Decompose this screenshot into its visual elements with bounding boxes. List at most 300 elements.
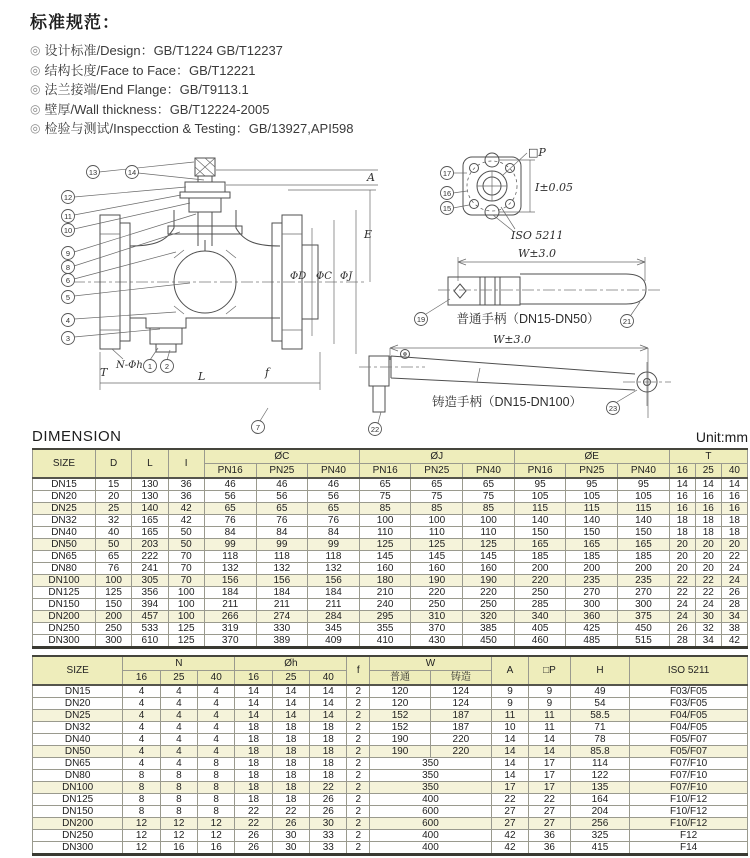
table-cell: F07/F10: [630, 758, 748, 770]
table-cell: 42: [491, 830, 528, 842]
table-cell: 4: [198, 685, 235, 698]
callout-13: [87, 162, 195, 179]
table-cell: 152: [370, 722, 431, 734]
table-cell: DN32: [33, 515, 96, 527]
spec-item: [30, 119, 354, 139]
table-cell: 33: [310, 842, 347, 855]
table-cell: 140: [514, 515, 566, 527]
table-cell: 4: [160, 758, 197, 770]
column-header: N: [123, 656, 235, 671]
table-cell: 27: [491, 818, 528, 830]
table-cell: 145: [463, 551, 515, 563]
table-cell: 2: [347, 770, 370, 782]
dim-label-l: L: [198, 370, 206, 383]
table-cell: 14: [235, 698, 272, 710]
table-cell: 160: [411, 563, 463, 575]
table-cell: 394: [132, 599, 168, 611]
table-cell: 184: [204, 587, 256, 599]
table-cell: 9: [491, 685, 528, 698]
table-cell: 340: [514, 611, 566, 623]
bullet-icon: ◎: [30, 62, 41, 77]
table-cell: 17: [529, 758, 571, 770]
table-cell: 310: [411, 611, 463, 623]
bullet-icon: ◎: [30, 82, 41, 96]
table-cell: 12: [123, 842, 160, 855]
table-cell: 240: [359, 599, 411, 611]
table-row: [33, 782, 748, 794]
table-cell: 18: [272, 794, 309, 806]
svg-text:8: 8: [65, 263, 71, 272]
table-cell: 164: [570, 794, 629, 806]
table-cell: DN15: [33, 478, 96, 491]
table-cell: 22: [695, 587, 721, 599]
handle1-caption: 普通手柄（DN15-DN50）: [456, 312, 600, 326]
table-row: [33, 575, 748, 587]
table-cell: 84: [308, 527, 360, 539]
callout-14: [126, 166, 205, 181]
handle1-w-label: W±3.0: [518, 247, 557, 260]
column-subheader: 40: [198, 671, 235, 686]
handle2-caption: 铸造手柄（DN15-DN100）: [431, 395, 583, 409]
table-cell: 22: [669, 587, 695, 599]
table-cell: 84: [204, 527, 256, 539]
table-cell: 400: [370, 830, 492, 842]
table-row: [33, 503, 748, 515]
table-cell: 14: [721, 478, 747, 491]
callout-5: [62, 283, 191, 304]
table-cell: 360: [566, 611, 618, 623]
dim-label-nh: N-Φh: [116, 360, 143, 371]
table-cell: 125: [168, 623, 204, 635]
table-cell: 14: [491, 758, 528, 770]
table-cell: 95: [618, 478, 670, 491]
table-cell: 457: [132, 611, 168, 623]
column-subheader: PN40: [308, 464, 360, 479]
dim-label-e: E: [364, 228, 373, 241]
table-cell: 8: [198, 770, 235, 782]
table-row: [33, 770, 748, 782]
table-cell: 185: [566, 551, 618, 563]
table-cell: 150: [514, 527, 566, 539]
table-cell: 32: [695, 623, 721, 635]
unit-label: Unit:mm: [695, 429, 748, 445]
table-cell: 124: [430, 698, 491, 710]
table-row: [33, 842, 748, 855]
table-cell: 50: [168, 539, 204, 551]
svg-text:9: 9: [65, 249, 71, 258]
table-cell: 75: [411, 491, 463, 503]
column-header: SIZE: [33, 656, 123, 685]
table-cell: 184: [256, 587, 308, 599]
section-title: 标准规范：: [30, 13, 120, 32]
table-cell: 150: [566, 527, 618, 539]
table-cell: 8: [160, 782, 197, 794]
table-cell: 415: [570, 842, 629, 855]
table-cell: 34: [721, 611, 747, 623]
table-cell: 130: [132, 478, 168, 491]
table-cell: 385: [463, 623, 515, 635]
table-cell: 8: [123, 806, 160, 818]
table-cell: 2: [347, 758, 370, 770]
column-subheader: PN25: [256, 464, 308, 479]
table-cell: 65: [256, 503, 308, 515]
table-cell: 100: [95, 575, 131, 587]
table-cell: F04/F05: [630, 722, 748, 734]
table-cell: 8: [123, 794, 160, 806]
svg-text:4: 4: [65, 316, 71, 325]
svg-text:16: 16: [442, 189, 452, 198]
table-cell: 125: [411, 539, 463, 551]
dim-label-j: ΦJ: [340, 271, 353, 282]
table-row: [33, 599, 748, 611]
iso-p-label: □P: [528, 146, 546, 159]
table-cell: 325: [570, 830, 629, 842]
table-cell: 356: [132, 587, 168, 599]
table-cell: 76: [308, 515, 360, 527]
spec-text: 壁厚/Wall thickness：GB/T12224-2005: [44, 101, 270, 117]
table-cell: 22: [272, 806, 309, 818]
table-cell: 450: [618, 623, 670, 635]
table-cell: 11: [529, 710, 571, 722]
table-cell: F03/F05: [630, 698, 748, 710]
table-row: [33, 551, 748, 563]
table-cell: 75: [463, 491, 515, 503]
spec-item: [30, 61, 354, 81]
table-cell: 18: [310, 722, 347, 734]
table-cell: 274: [256, 611, 308, 623]
table-cell: 330: [256, 623, 308, 635]
table-cell: 50: [95, 539, 131, 551]
table-cell: DN200: [33, 818, 123, 830]
table-cell: 46: [308, 478, 360, 491]
svg-text:6: 6: [65, 276, 71, 285]
table-row: [33, 685, 748, 698]
table-cell: 105: [566, 491, 618, 503]
table-cell: 187: [430, 710, 491, 722]
table-cell: 18: [695, 515, 721, 527]
column-subheader: PN40: [463, 464, 515, 479]
table-cell: 190: [370, 734, 431, 746]
spec-item: [30, 41, 354, 61]
column-subheader: PN25: [566, 464, 618, 479]
table-cell: 17: [529, 770, 571, 782]
table-cell: 295: [359, 611, 411, 623]
table-cell: 389: [256, 635, 308, 648]
table-cell: 85: [463, 503, 515, 515]
table-cell: 25: [95, 503, 131, 515]
table-cell: 40: [95, 527, 131, 539]
column-subheader: PN16: [359, 464, 411, 479]
table-cell: 220: [430, 746, 491, 758]
table-cell: 156: [256, 575, 308, 587]
table-cell: 184: [308, 587, 360, 599]
table-cell: 22: [529, 794, 571, 806]
table-cell: 130: [132, 491, 168, 503]
column-header: ISO 5211: [630, 656, 748, 685]
callout-15: [441, 202, 470, 215]
table-cell: 120: [370, 698, 431, 710]
table-cell: 14: [669, 478, 695, 491]
table-cell: 28: [721, 599, 747, 611]
table-cell: 99: [256, 539, 308, 551]
table-cell: 34: [695, 635, 721, 648]
table-cell: 150: [95, 599, 131, 611]
table-cell: 18: [310, 770, 347, 782]
table-cell: 110: [359, 527, 411, 539]
table-cell: 14: [272, 685, 309, 698]
table-cell: 12: [160, 818, 197, 830]
table-row: [33, 539, 748, 551]
spec-text: 法兰接端/End Flange：GB/T9113.1: [44, 82, 249, 97]
table-cell: 211: [256, 599, 308, 611]
bullet-icon: ◎: [30, 121, 41, 135]
table-cell: F14: [630, 842, 748, 855]
table-cell: 165: [132, 527, 168, 539]
table-cell: 36: [168, 478, 204, 491]
table-cell: 18: [235, 758, 272, 770]
table-cell: 20: [669, 551, 695, 563]
table-cell: 165: [132, 515, 168, 527]
table-cell: 8: [198, 806, 235, 818]
table-cell: 18: [235, 770, 272, 782]
table-cell: 8: [160, 770, 197, 782]
table-cell: 18: [235, 782, 272, 794]
table-cell: 16: [721, 503, 747, 515]
svg-text:17: 17: [442, 169, 452, 178]
table-cell: DN40: [33, 734, 123, 746]
table-cell: 14: [235, 685, 272, 698]
table-cell: 70: [168, 575, 204, 587]
table-cell: 12: [123, 818, 160, 830]
table-cell: 22: [235, 818, 272, 830]
table-cell: 211: [204, 599, 256, 611]
table-cell: 65: [95, 551, 131, 563]
table-cell: 95: [514, 478, 566, 491]
table-cell: 8: [123, 770, 160, 782]
table-cell: 110: [411, 527, 463, 539]
table-cell: F05/F07: [630, 746, 748, 758]
table-cell: 4: [123, 710, 160, 722]
cast-handle-drawing: [355, 330, 750, 438]
table-cell: 14: [310, 710, 347, 722]
table-cell: 56: [308, 491, 360, 503]
iso-i-label: I±0.05: [535, 181, 574, 194]
table-cell: F03/F05: [630, 685, 748, 698]
table-cell: 140: [618, 515, 670, 527]
table-row: [33, 758, 748, 770]
table-cell: 17: [491, 782, 528, 794]
table-cell: 4: [160, 710, 197, 722]
table-cell: 17: [529, 782, 571, 794]
callout-8: [62, 232, 181, 274]
table-cell: 125: [168, 635, 204, 648]
table-cell: F12: [630, 830, 748, 842]
table-cell: 26: [310, 794, 347, 806]
table-cell: 305: [132, 575, 168, 587]
table-cell: 375: [618, 611, 670, 623]
table-cell: 187: [430, 722, 491, 734]
table-cell: DN125: [33, 587, 96, 599]
table-cell: 46: [204, 478, 256, 491]
table-cell: 95: [566, 478, 618, 491]
table-cell: 145: [359, 551, 411, 563]
callout-3: [62, 329, 161, 345]
table-cell: 20: [721, 539, 747, 551]
table-cell: 24: [695, 599, 721, 611]
table-cell: 4: [123, 734, 160, 746]
table-cell: 4: [198, 710, 235, 722]
callout-19: [415, 299, 451, 326]
table-cell: 220: [430, 734, 491, 746]
table-cell: 110: [463, 527, 515, 539]
table-cell: 71: [570, 722, 629, 734]
column-subheader: 普通: [370, 671, 431, 686]
table-cell: 125: [359, 539, 411, 551]
table-cell: 2: [347, 806, 370, 818]
table-cell: 49: [570, 685, 629, 698]
callout-6: [62, 252, 177, 287]
table-cell: 200: [95, 611, 131, 623]
table-caption-row: [32, 428, 748, 445]
table-cell: 185: [514, 551, 566, 563]
table-cell: 8: [198, 794, 235, 806]
column-header: D: [95, 449, 131, 478]
table-row: [33, 698, 748, 710]
table-cell: 24: [669, 611, 695, 623]
column-subheader: 25: [272, 671, 309, 686]
table-cell: 2: [347, 698, 370, 710]
table-cell: 32: [95, 515, 131, 527]
table-cell: 190: [463, 575, 515, 587]
table-cell: 210: [359, 587, 411, 599]
table-cell: 14: [491, 770, 528, 782]
table-cell: 150: [618, 527, 670, 539]
table-cell: 18: [310, 734, 347, 746]
dim-label-d: ΦD: [290, 271, 307, 282]
table-cell: 4: [160, 746, 197, 758]
column-subheader: 40: [310, 671, 347, 686]
table-cell: 100: [411, 515, 463, 527]
svg-text:14: 14: [127, 168, 137, 177]
callout-1: [144, 348, 159, 373]
table-row: [33, 710, 748, 722]
table-cell: 125: [463, 539, 515, 551]
table-cell: 26: [669, 623, 695, 635]
dimension-title: DIMENSION: [32, 428, 122, 445]
table-cell: 400: [370, 842, 492, 855]
column-header: ØC: [204, 449, 359, 464]
table-cell: 38: [721, 623, 747, 635]
table-cell: 65: [308, 503, 360, 515]
table-cell: 2: [347, 794, 370, 806]
table-cell: 355: [359, 623, 411, 635]
table-cell: 132: [204, 563, 256, 575]
callout-9: [62, 214, 197, 260]
table-cell: 220: [411, 587, 463, 599]
bullet-icon: ◎: [30, 43, 41, 57]
column-header: □P: [529, 656, 571, 685]
table-cell: 8: [160, 806, 197, 818]
table-cell: 12: [198, 830, 235, 842]
table-cell: 65: [204, 503, 256, 515]
table-row: [33, 515, 748, 527]
table-cell: 450: [463, 635, 515, 648]
table-cell: 4: [123, 758, 160, 770]
column-subheader: 16: [669, 464, 695, 479]
spec-text: 检验与测试/Inspecction & Testing：GB/13927,API598: [44, 121, 354, 136]
table-cell: DN150: [33, 806, 123, 818]
table-cell: 18: [310, 746, 347, 758]
table-cell: 8: [198, 782, 235, 794]
table-cell: 16: [695, 503, 721, 515]
column-subheader: 16: [235, 671, 272, 686]
table-cell: 18: [272, 722, 309, 734]
table-cell: 300: [95, 635, 131, 648]
table-cell: 10: [491, 722, 528, 734]
table-cell: 115: [566, 503, 618, 515]
column-subheader: 40: [721, 464, 747, 479]
column-subheader: PN40: [618, 464, 670, 479]
table-cell: 18: [235, 734, 272, 746]
table-cell: 20: [695, 551, 721, 563]
bullet-icon: ◎: [30, 101, 41, 116]
table-cell: 14: [272, 698, 309, 710]
table-cell: 250: [411, 599, 463, 611]
table-cell: DN15: [33, 685, 123, 698]
table-cell: 54: [570, 698, 629, 710]
table-cell: 99: [204, 539, 256, 551]
table-cell: 18: [272, 734, 309, 746]
table-cell: 235: [566, 575, 618, 587]
table-cell: 115: [514, 503, 566, 515]
table-cell: 156: [204, 575, 256, 587]
table-cell: 185: [618, 551, 670, 563]
callout-21: [621, 302, 641, 328]
table-cell: 266: [204, 611, 256, 623]
table-cell: 533: [132, 623, 168, 635]
table-cell: DN100: [33, 782, 123, 794]
table-cell: 16: [198, 842, 235, 855]
table-cell: 140: [566, 515, 618, 527]
table-cell: 85: [359, 503, 411, 515]
svg-text:10: 10: [63, 226, 73, 235]
svg-text:2: 2: [164, 362, 170, 371]
table-cell: 18: [272, 782, 309, 794]
table-cell: 300: [618, 599, 670, 611]
table-row: [33, 623, 748, 635]
column-subheader: 16: [123, 671, 160, 686]
table-cell: 18: [721, 515, 747, 527]
table-row: [33, 491, 748, 503]
table-cell: 76: [95, 563, 131, 575]
table-cell: DN20: [33, 698, 123, 710]
table-cell: 22: [310, 782, 347, 794]
svg-text:11: 11: [64, 212, 72, 221]
table-cell: F07/F10: [630, 770, 748, 782]
normal-handle-drawing: [400, 243, 750, 335]
callout-12: [62, 187, 187, 204]
table-cell: 350: [370, 782, 492, 794]
table-cell: 4: [198, 722, 235, 734]
table-cell: DN200: [33, 611, 96, 623]
table-cell: 14: [310, 698, 347, 710]
table-cell: 200: [566, 563, 618, 575]
table-cell: 12: [198, 818, 235, 830]
table-row: [33, 794, 748, 806]
table-cell: 190: [411, 575, 463, 587]
table-cell: 18: [695, 527, 721, 539]
table-cell: DN65: [33, 758, 123, 770]
